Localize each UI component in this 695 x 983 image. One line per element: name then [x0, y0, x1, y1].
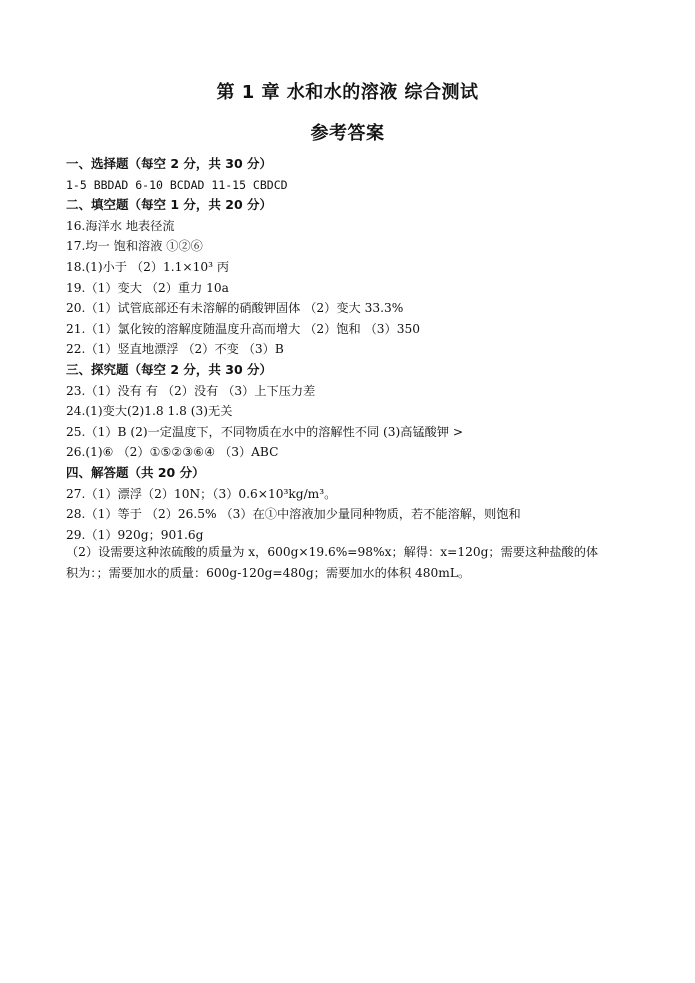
answer-line-24: 24.(1)变大(2)1.8 1.8 (3)无关 — [66, 404, 233, 419]
answer-line-21: 21.（1）氯化铵的溶解度随温度升高而增大 （2）饱和 （3）350 — [66, 321, 420, 336]
answer-line-27: 27.（1）漂浮（2）10N；（3）0.6×10³kg/m³。 — [66, 486, 337, 501]
answer-line-1-15: 1-5 BBDAD 6-10 BCDAD 11-15 CBDCD — [66, 177, 288, 192]
paragraph-line-1: （2）设需要这种浓硫酸的质量为 x，600g×19.6%=98%x；解得：x=120g；需要这种盐酸的体 — [66, 545, 599, 559]
answer-line-17: 17.均一 饱和溶液 ①②⑥ — [66, 239, 203, 254]
section-heading-explore: 三、探究题（每空 2 分，共 30 分） — [66, 361, 273, 377]
answer-line-26: 26.(1)⑥ （2）①⑤②③⑥④ （3）ABC — [66, 445, 279, 460]
section-heading-fill: 二、填空题（每空 1 分，共 20 分） — [66, 197, 273, 213]
page-title: 第 1 章 水和水的溶液 综合测试 — [216, 82, 479, 103]
answer-line-22: 22.（1）竖直地漂浮 （2）不变 （3）B — [66, 342, 284, 357]
answer-line-16: 16.海洋水 地表径流 — [66, 218, 175, 233]
answer-line-20: 20.（1）试管底部还有未溶解的硝酸钾固体 （2）变大 33.3% — [66, 301, 404, 316]
answer-list — [66, 154, 636, 545]
answer-29-part-2 — [66, 542, 636, 584]
answer-line-28: 28.（1）等于 （2）26.5% （3）在①中溶液加少量同种物质，若不能溶解，则饱和 — [66, 507, 521, 522]
section-heading-solve: 四、解答题（共 20 分） — [66, 464, 205, 480]
section-heading-choice: 一、选择题（每空 2 分，共 30 分） — [66, 156, 273, 171]
answer-line-19: 19.（1）变大 （2）重力 10a — [66, 280, 229, 295]
answer-line-23: 23.（1）没有 有 （2）没有 （3）上下压力差 — [66, 383, 316, 398]
answer-line-25: 25.（1）B (2)一定温度下，不同物质在水中的溶解性不同 (3)高锰酸钾 > — [66, 424, 464, 439]
answer-line-29: 29.（1）920g；901.6g — [66, 527, 204, 542]
answer-line-18: 18.(1)小于 （2）1.1×10³ 丙 — [66, 259, 230, 274]
page-subtitle: 参考答案 — [310, 123, 385, 144]
paragraph-line-2: 积为：；需要加水的质量：600g-120g=480g；需要加水的体积 480mL。 — [66, 566, 471, 580]
